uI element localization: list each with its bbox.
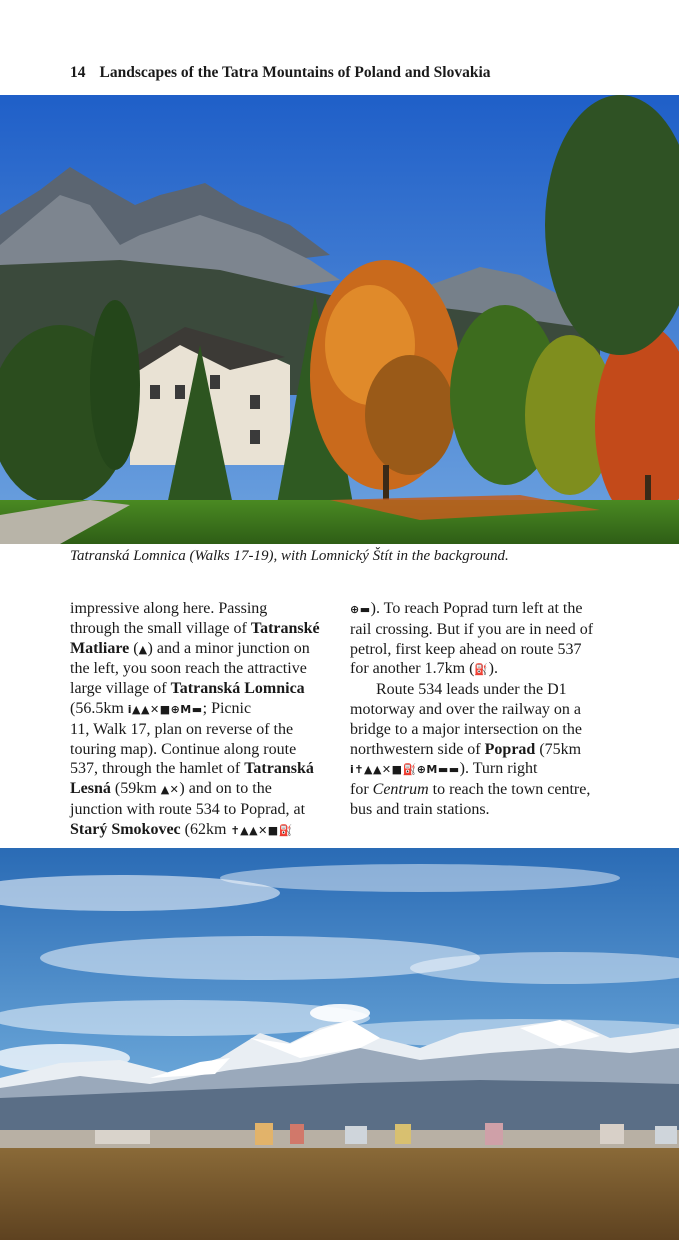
text-line: rail crossing. But if you are in need of bbox=[350, 620, 594, 638]
bottom-photo bbox=[0, 848, 679, 1240]
place-name: Lesná bbox=[70, 780, 111, 798]
text-line: Matliare (▲) and a minor junction on bbox=[70, 639, 310, 657]
place-name: Centrum bbox=[372, 781, 429, 799]
place-name: Tatranská bbox=[244, 760, 314, 778]
text-line: bridge to a major intersection on the bbox=[350, 720, 582, 738]
text-column-left bbox=[70, 599, 338, 841]
text-line: through the small village of Tatranské bbox=[70, 619, 320, 637]
page-number: 14 bbox=[70, 64, 86, 81]
facility-symbols: ⊕▬ bbox=[350, 603, 371, 616]
facility-symbols: ▲✕ bbox=[160, 783, 180, 797]
photo-caption: Tatranská Lomnica (Walks 17-19), with Lomnický Štít in the background. bbox=[70, 548, 509, 564]
facility-symbols: ✝▲▲✕■⛽ bbox=[230, 823, 293, 837]
text-line: 537, through the hamlet of Tatranská bbox=[70, 760, 314, 778]
place-name: Tatranské bbox=[250, 619, 320, 637]
facility-symbols: ⛽ bbox=[474, 663, 489, 677]
text-line: Starý Smokovec (62km ✝▲▲✕■⛽ bbox=[70, 820, 293, 838]
text-line: bus and train stations. bbox=[350, 800, 490, 818]
text-line: impressive along here. Passing bbox=[70, 600, 268, 617]
text-line: the left, you soon reach the attractive bbox=[70, 660, 307, 678]
place-name: Starý Smokovec bbox=[70, 820, 181, 838]
facility-symbols: i✝▲▲✕■⛽⊕M▬▬ bbox=[350, 763, 460, 777]
facility-symbols: ▲ bbox=[138, 642, 148, 656]
text-line: 11, Walk 17, plan on reverse of the bbox=[70, 720, 294, 738]
text-line: ⊕▬). To reach Poprad turn left at the bbox=[350, 600, 583, 617]
book-title: Landscapes of the Tatra Mountains of Poland and Slovakia bbox=[99, 64, 491, 81]
place-name: Tatranská Lomnica bbox=[170, 680, 305, 698]
text-line: petrol, first keep ahead on route 537 bbox=[350, 640, 582, 658]
text-line: junction with route 534 to Poprad, at bbox=[70, 800, 306, 818]
facility-symbols: i▲▲✕■⊕M▬ bbox=[127, 702, 203, 716]
text-line: touring map). Continue along route bbox=[70, 740, 297, 758]
text-line: (56.5km i▲▲✕■⊕M▬; Picnic bbox=[70, 699, 252, 717]
place-name: Poprad bbox=[484, 740, 536, 758]
text-line: for another 1.7km (⛽). bbox=[350, 660, 498, 678]
text-line: i✝▲▲✕■⛽⊕M▬▬). Turn right bbox=[350, 760, 538, 778]
text-line: for Centrum to reach the town centre, bbox=[350, 781, 591, 799]
text-column-right bbox=[350, 599, 614, 820]
text-line: northwestern side of Poprad (75km bbox=[350, 740, 582, 758]
running-header bbox=[70, 64, 491, 82]
text-line: motorway and over the railway on a bbox=[350, 700, 582, 718]
place-name: Matliare bbox=[70, 639, 130, 657]
text-line: Route 534 leads under the D1 bbox=[376, 681, 567, 699]
text-line: large village of Tatranská Lomnica bbox=[70, 680, 305, 698]
text-line: Lesná (59km ▲✕) and on to the bbox=[70, 780, 272, 798]
top-photo bbox=[0, 95, 679, 544]
